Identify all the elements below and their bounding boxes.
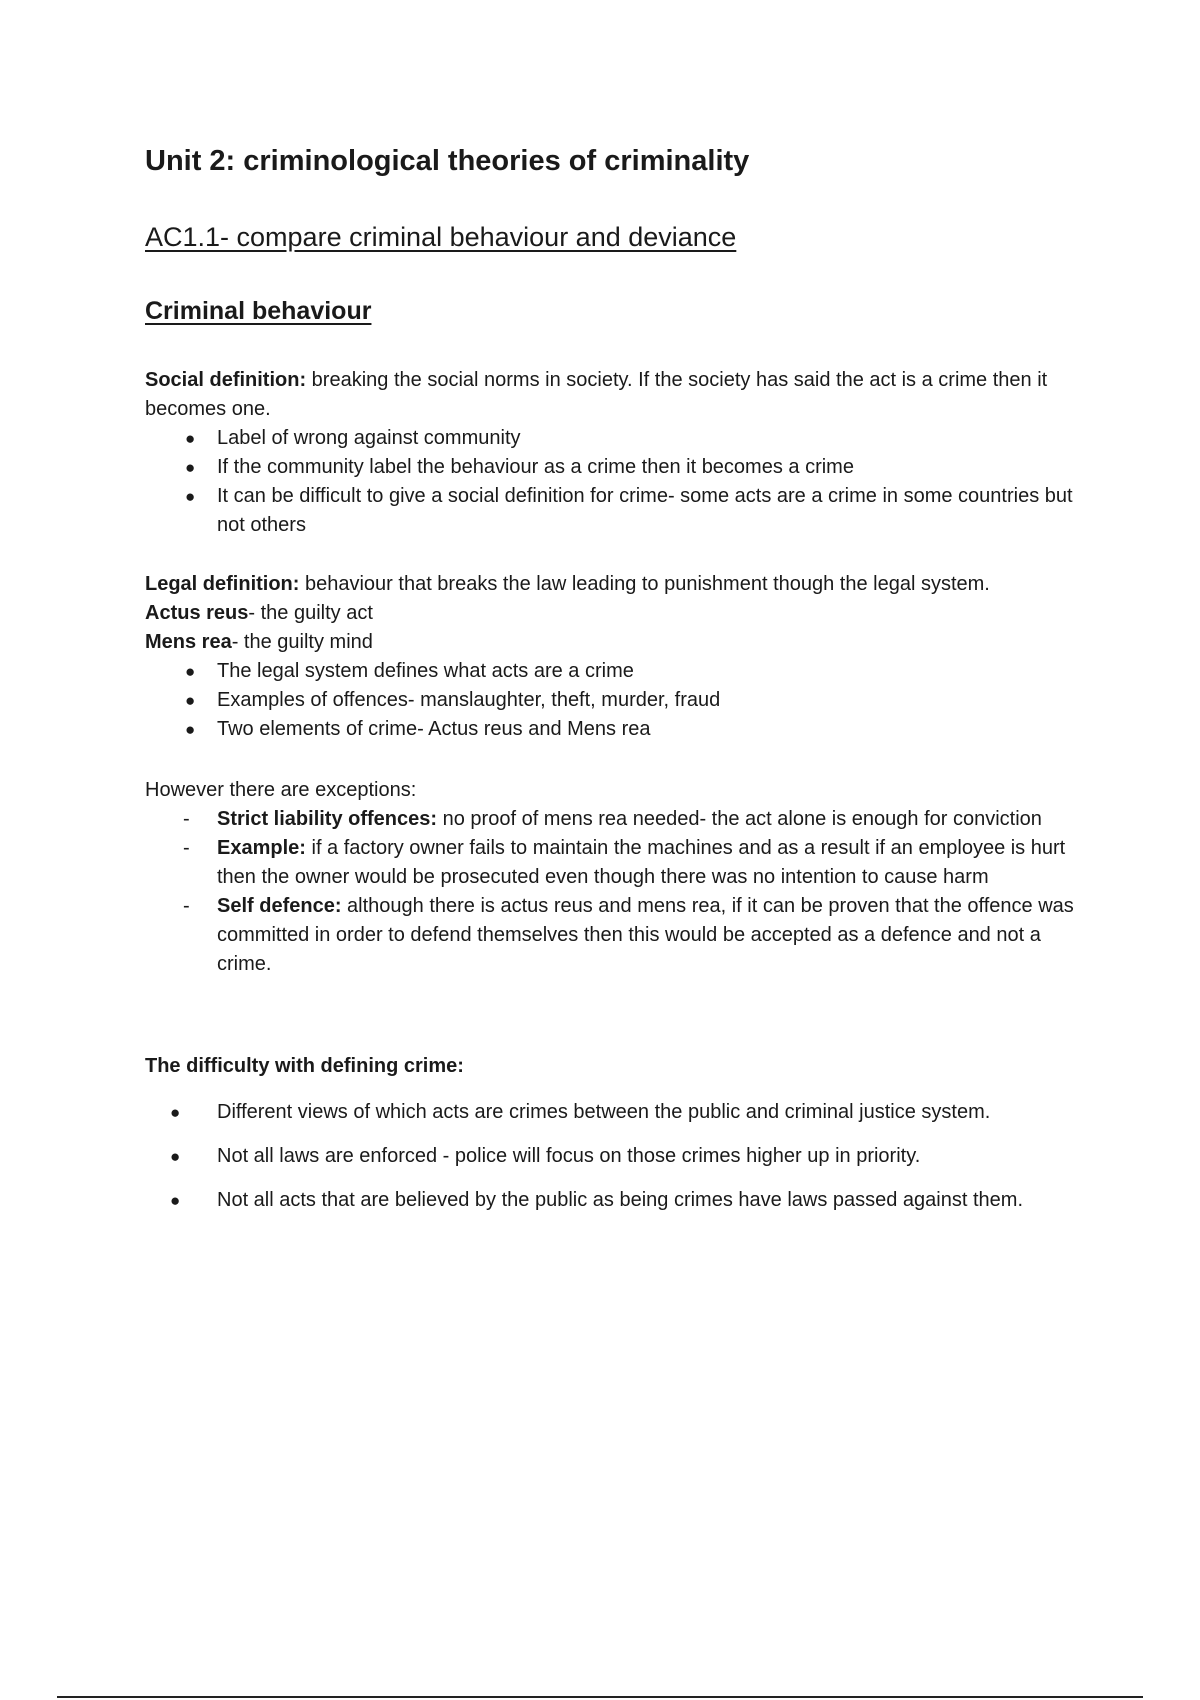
page-title: Unit 2: criminological theories of criminality (145, 145, 750, 177)
social-definition-text: breaking the social norms in society. If the society has said the act is a crime then it becomes one. (145, 369, 1048, 420)
bullet-icon: ● (185, 720, 196, 739)
social-definition-list (145, 424, 1095, 540)
exception-label: Self defence: (217, 895, 342, 917)
list-item (145, 424, 1095, 453)
actus-reus-label: Actus reus (145, 602, 249, 624)
list-item (145, 834, 1095, 892)
bullet-icon: ● (170, 1147, 181, 1166)
list-item-text: Examples of offences- manslaughter, theft, murder, fraud (217, 689, 721, 711)
list-item (145, 482, 1095, 540)
legal-definition-list (145, 657, 1095, 744)
dash-icon: - (183, 808, 190, 830)
bullet-icon: ● (185, 691, 196, 710)
legal-definition-label: Legal definition: (145, 573, 300, 595)
list-item (145, 1100, 1095, 1125)
list-item (145, 657, 1095, 686)
dash-icon: - (183, 837, 190, 859)
exceptions-intro: However there are exceptions: (145, 779, 417, 801)
list-item (145, 805, 1095, 834)
legal-definition-text: behaviour that breaks the law leading to punishment though the legal system. (299, 573, 990, 595)
legal-definition-paragraph (145, 570, 1095, 599)
list-item (145, 715, 1095, 744)
legal-definition-block (145, 570, 1095, 744)
social-definition-paragraph (145, 366, 1095, 424)
mens-rea-text: - the guilty mind (231, 631, 373, 653)
list-item-text: Different views of which acts are crimes between the public and criminal justice system. (217, 1101, 991, 1123)
bullet-icon: ● (185, 662, 196, 681)
bullet-icon: ● (185, 429, 196, 448)
list-item (145, 686, 1095, 715)
bullet-icon: ● (170, 1103, 181, 1122)
page-subtitle: AC1.1- compare criminal behaviour and deviance (145, 222, 737, 252)
mens-rea-line (145, 628, 1095, 657)
list-item (145, 1144, 1095, 1169)
exception-text: if a factory owner fails to maintain the machines and as a result if an employee is hurt then the owner would be prosecuted even though there was no intention to cause harm (217, 837, 1066, 888)
list-item-text: The legal system defines what acts are a crime (217, 660, 634, 682)
exception-label: Strict liability offences: (217, 808, 438, 830)
list-item-text: It can be difficult to give a social definition for crime- some acts are a crime in some countries but not others (217, 485, 1073, 536)
exception-text: although there is actus reus and mens rea, if it can be proven that the offence was committed in order to defend themselves then this would be accepted as a defence and not a crime. (217, 895, 1074, 975)
list-item-text: Two elements of crime- Actus reus and Mens rea (217, 718, 651, 740)
exceptions-list (145, 805, 1095, 979)
list-item (145, 1188, 1095, 1213)
exception-text: no proof of mens rea needed- the act alone is enough for conviction (437, 808, 1042, 830)
social-definition-label: Social definition: (145, 369, 307, 391)
list-item-text: Label of wrong against community (217, 427, 521, 449)
actus-reus-text: - the guilty act (248, 602, 373, 624)
section-heading-criminal-behaviour: Criminal behaviour (145, 297, 372, 325)
list-item (145, 892, 1095, 979)
list-item-text: Not all laws are enforced - police will focus on those crimes higher up in priority. (217, 1145, 921, 1167)
difficulty-heading: The difficulty with defining crime: (145, 1055, 464, 1077)
list-item-text: Not all acts that are believed by the public as being crimes have laws passed against them. (217, 1189, 1023, 1211)
dash-icon: - (183, 895, 190, 917)
footer-divider (57, 1696, 1143, 1698)
bullet-icon: ● (185, 458, 196, 477)
exception-label: Example: (217, 837, 306, 859)
exceptions-block (145, 776, 1095, 979)
list-item (145, 453, 1095, 482)
mens-rea-label: Mens rea (145, 631, 232, 653)
social-definition-block (145, 366, 1095, 540)
bullet-icon: ● (185, 487, 196, 506)
bullet-icon: ● (170, 1191, 181, 1210)
actus-reus-line (145, 599, 1095, 628)
difficulty-list (145, 1100, 1095, 1232)
list-item-text: If the community label the behaviour as a crime then it becomes a crime (217, 456, 854, 478)
